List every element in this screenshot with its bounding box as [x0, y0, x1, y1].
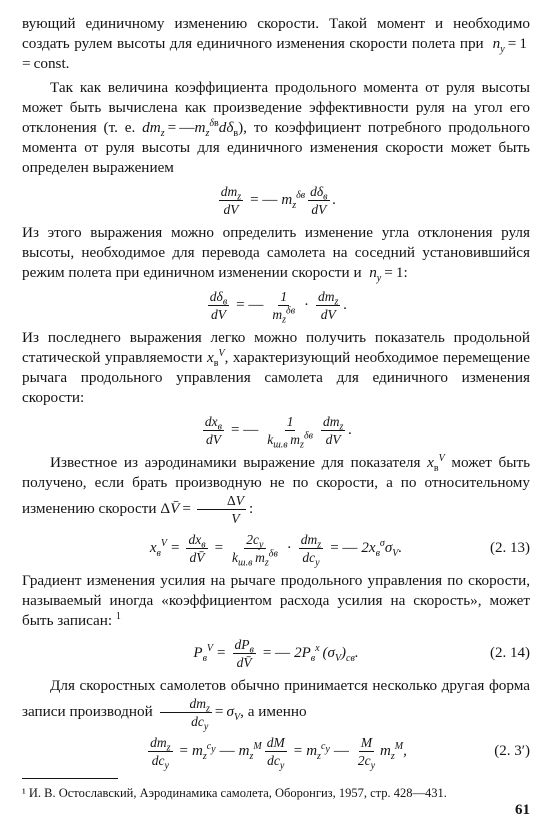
paragraph-2: Так как величина коэффициента продольного момента от руля высоты может быть вычислена как произведение эффективности руля на угол его отклонения (т. е. $dm_z$ = $—m_z^{\delta в}d\delta_в$), то коэффициент потребного продольного момента от руля высоты для единичного изменения скорости может быть определен выражением — [22, 79, 530, 176]
equation-6: $\frac{dm_z}{dc_y}$ = $m_z^{c_y}$ — $m_z^M$ $\frac{dM}{dc_y}$ = $m_z^{c_y}$ — $\frac{M}{2c_y}$ $m_z^M$, (2. 3′) — [150, 735, 530, 772]
page-number: 61 — [515, 802, 530, 818]
equation-number: (2. 13) — [490, 540, 530, 556]
equation-1: $\frac{dm_z}{dV}$ = — $m_z^{\delta в}$ $\frac{d\delta_в}{dV}$ . — [220, 184, 337, 217]
equation-number: (2. 3′) — [494, 743, 530, 759]
footnote-divider — [22, 778, 118, 779]
paragraph-3: Из этого выражения можно определить изменение угла отклонения руля высоты, необходимое для перевода самолета на соседний установившийся режим полета при единичном изменении скорости и $n_y = 1$: — [22, 224, 530, 285]
paragraph-7: Для скоростных самолетов обычно принимается несколько другая форма записи производной $\frac{dm_z}{dc_y}$ = $\sigma_V$, а именно — [22, 677, 530, 733]
equation-number: (2. 14) — [490, 645, 530, 661]
footnote: ¹ И. В. Остославский, Аэродинамика самолета, Оборонгиз, 1957, стр. 428—431. — [22, 786, 447, 800]
paragraph-6: Градиент изменения усилия на рычаге продольного управления по скорости, называемый иногда «коэффициентом расхода усилия на скорость», может быть записан: $^1$ — [22, 572, 530, 629]
paragraph-5: Известное из аэродинамики выражение для показателя $x_в^V$ может быть получено, если брать производную не по скорости, а по относительному изменению скорости ΔV̄ = $\frac{\Delta V}{V}$ : — [22, 452, 531, 526]
page-body — [22, 14, 530, 801]
paragraph-1: вующий единичному изменению скорости. Такой момент и необходимо создать рулем высоты для единичного изменения скорости полета при $n_y = 1$ = const. — [22, 15, 530, 72]
equation-4: $x_в^V$ = $\frac{dx_в}{dV̄}$ = $\frac{2c_y}{k_{ш.в} m_z^{\delta в}}$ · $\frac{dm_z}{dc_y}$ = — $2x_в^\sigma\sigma_V$. (2. 13) — [149, 532, 530, 569]
equation-3: $\frac{dx_в}{dV}$ = — $\frac{1}{k_{ш.в} m_z^{\delta в}}$ $\frac{dm_z}{dV}$ . — [204, 414, 353, 451]
equation-5: $P_в^V$ = $\frac{dP_в}{dV̄}$ = — $2P_в^x$ $(\sigma_V)_{св}$. (2. 14) — [193, 637, 530, 670]
equation-2: $\frac{d\delta_в}{dV}$ = — $\frac{1}{m_z^{\delta в}}$ · $\frac{dm_z}{dV}$ . — [209, 289, 348, 326]
paragraph-4: Из последнего выражения легко можно получить показатель продольной статической управляемости $x_в^V$, характеризующий необходимое перемещение рычага продольного управления самолета для единичного изменения скорости: — [22, 329, 530, 406]
